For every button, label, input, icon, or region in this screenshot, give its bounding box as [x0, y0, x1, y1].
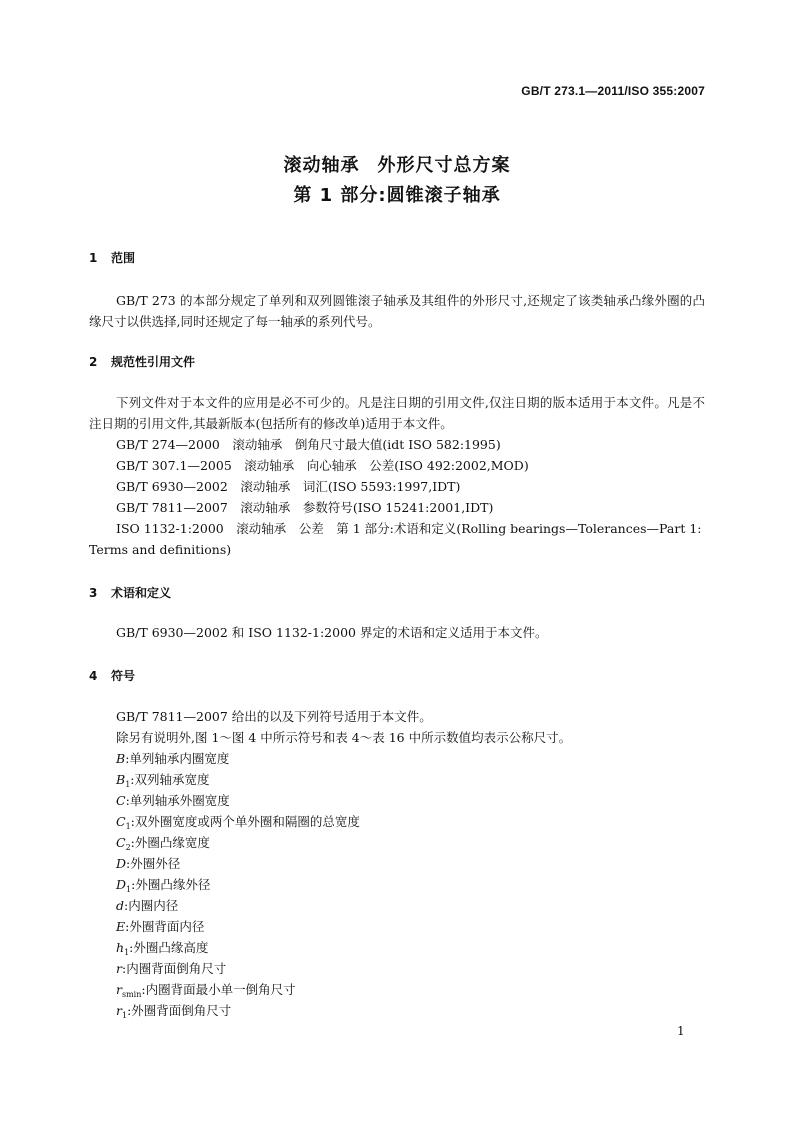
- symbol-description: :内圈背面最小单一倒角尺寸: [141, 982, 296, 997]
- symbol-subscript: smin: [121, 990, 142, 999]
- symbol-description: :外圈外径: [126, 856, 181, 871]
- symbol-item: [116, 790, 230, 811]
- symbol-description: :单列轴承外圈宽度: [125, 793, 230, 808]
- section-title: 规范性引用文件: [111, 355, 196, 369]
- section-title: 术语和定义: [111, 586, 172, 600]
- symbol: C: [116, 814, 126, 829]
- symbol-item: [116, 979, 296, 1000]
- title-part1: 滚动轴承: [283, 155, 360, 176]
- symbol: d: [116, 898, 125, 913]
- symbol-description: :外圈凸缘高度: [129, 940, 209, 955]
- symbol-description: :外圈凸缘外径: [131, 877, 211, 892]
- symbol: h: [116, 940, 125, 955]
- section-number: 4: [89, 669, 98, 683]
- reference-item-continued: Terms and definitions): [89, 542, 232, 557]
- section-4-line2: 除另有说明外,图 1～图 4 中所示符号和表 4～表 16 中所示数值均表示公称尺寸。: [116, 730, 572, 745]
- reference-item: GB/T 7811—2007 滚动轴承 参数符号(ISO 15241:2001,IDT): [116, 500, 494, 515]
- section-3-heading: [89, 584, 171, 601]
- section-title: 符号: [111, 669, 136, 683]
- symbol: r: [116, 982, 122, 997]
- symbol-item: [116, 832, 210, 853]
- title-part2: 外形尺寸总方案: [377, 155, 511, 176]
- symbol-item: [116, 895, 178, 916]
- section-number: 1: [89, 251, 98, 265]
- symbol-description: :双外圈宽度或两个单外圈和隔圈的总宽度: [130, 814, 360, 829]
- symbol-description: :外圈背面内径: [125, 919, 205, 934]
- symbol-item: [116, 769, 210, 790]
- symbol: r: [116, 961, 122, 976]
- section-1-heading: [89, 249, 135, 266]
- standard-number: GB/T 273.1—2011/ISO 355:2007: [521, 84, 705, 98]
- section-4-line1: GB/T 7811—2007 给出的以及下列符号适用于本文件。: [116, 709, 432, 724]
- reference-item: GB/T 307.1—2005 滚动轴承 向心轴承 公差(ISO 492:2002,MOD): [116, 458, 529, 473]
- symbol-subscript: 1: [125, 780, 131, 789]
- symbol-subscript: 1: [121, 1011, 128, 1020]
- symbol: C: [116, 835, 126, 850]
- symbol-description: :外圈凸缘宽度: [130, 835, 210, 850]
- symbol: D: [116, 856, 127, 871]
- symbol-item: [116, 958, 226, 979]
- symbol-description: :内圈背面倒角尺寸: [121, 961, 227, 976]
- symbol-item: [116, 811, 360, 832]
- symbol: D: [116, 877, 127, 892]
- symbol-description: :外圈背面倒角尺寸: [127, 1003, 232, 1018]
- symbol: r: [116, 1003, 122, 1018]
- symbol-item: [116, 916, 204, 937]
- document-title-line2: 第 1 部分:圆锥滚子轴承: [293, 185, 501, 206]
- document-title-line1: [0, 151, 794, 177]
- symbol-subscript: 2: [125, 843, 131, 852]
- symbol-description: :单列轴承内圈宽度: [125, 751, 230, 766]
- symbol-item: [116, 748, 229, 769]
- section-number: 3: [89, 586, 98, 600]
- symbol: E: [116, 919, 126, 934]
- symbol-item: [116, 853, 180, 874]
- section-2-heading: [89, 353, 195, 370]
- section-title: 范围: [111, 251, 136, 265]
- symbol: B: [116, 772, 126, 787]
- section-2-intro: 下列文件对于本文件的应用是必不可少的。凡是注日期的引用文件,仅注日期的版本适用于本文件。凡是不注日期的引用文件,其最新版本(包括所有的修改单)适用于本文件。: [89, 395, 705, 431]
- symbol-item: [116, 1000, 231, 1021]
- reference-item: ISO 1132-1:2000 滚动轴承 公差 第 1 部分:术语和定义(Rolling bearings—Tolerances—Part 1:: [116, 521, 702, 536]
- reference-item: GB/T 274—2000 滚动轴承 倒角尺寸最大值(idt ISO 582:1995): [116, 437, 501, 452]
- symbol: C: [116, 793, 126, 808]
- symbol-subscript: 1: [126, 885, 132, 894]
- symbol-description: :内圈内径: [124, 898, 179, 913]
- section-3-paragraph: GB/T 6930—2002 和 ISO 1132-1:2000 界定的术语和定义适用于本文件。: [116, 625, 548, 640]
- section-number: 2: [89, 355, 98, 369]
- symbol-item: [116, 937, 208, 958]
- symbol-subscript: 1: [125, 822, 131, 831]
- reference-item: GB/T 6930—2002 滚动轴承 词汇(ISO 5593:1997,IDT): [116, 479, 461, 494]
- symbol-description: :双列轴承宽度: [130, 772, 210, 787]
- section-4-heading: [89, 667, 135, 684]
- page-number: 1: [677, 1024, 685, 1038]
- symbol-subscript: 1: [124, 948, 130, 957]
- symbol-item: [116, 874, 210, 895]
- symbol: B: [116, 751, 126, 766]
- section-1-paragraph: GB/T 273 的本部分规定了单列和双列圆锥滚子轴承及其组件的外形尺寸,还规定了该类轴承凸缘外圈的凸缘尺寸以供选择,同时还规定了每一轴承的系列代号。: [89, 293, 705, 329]
